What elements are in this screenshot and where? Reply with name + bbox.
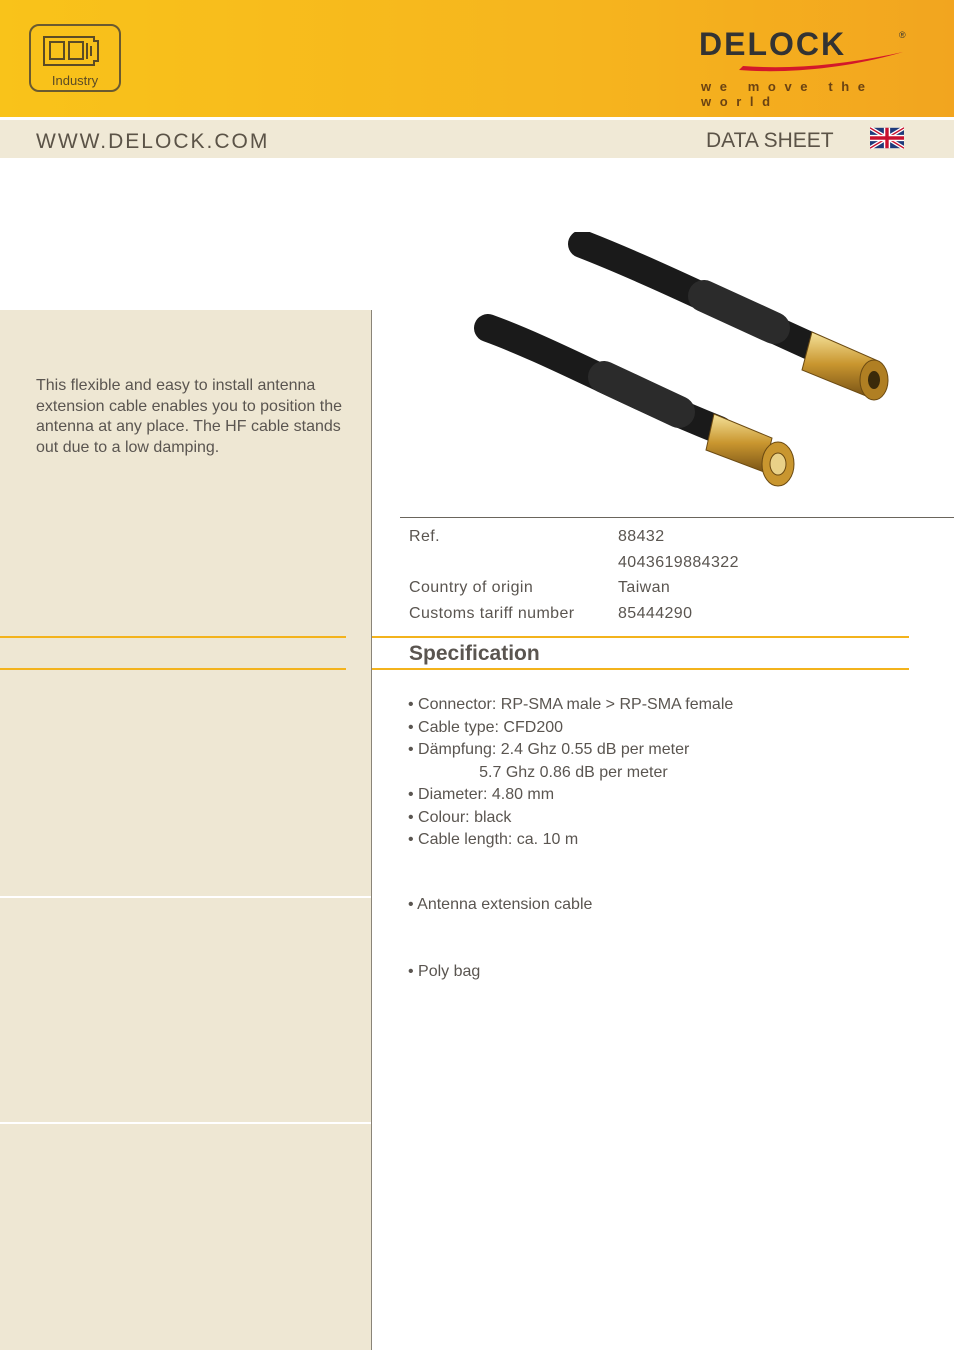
logo-swoosh-icon <box>699 50 909 76</box>
info-value: Taiwan <box>618 579 671 597</box>
sidebar-separator <box>0 896 371 898</box>
list-item: • Colour: black <box>408 808 512 826</box>
delock-logo <box>699 26 909 109</box>
info-value: 85444290 <box>618 605 693 623</box>
registered-mark: ® <box>899 30 906 40</box>
spec-heading: Specification <box>409 642 540 665</box>
table-row <box>409 601 739 627</box>
industry-label: Industry <box>51 73 99 88</box>
site-bar <box>0 120 954 158</box>
info-label: Ref. <box>409 527 440 545</box>
list-item: • Dämpfung: 2.4 Ghz 0.55 dB per meter <box>408 741 690 758</box>
info-label: Country of origin <box>409 579 534 597</box>
product-photo <box>474 232 914 512</box>
package-content: • Poly bag <box>408 963 481 980</box>
system-requirements: • Antenna extension cable <box>408 896 593 913</box>
table-row <box>409 550 739 576</box>
product-card-icon <box>43 34 109 68</box>
list-item: • Diameter: 4.80 mm <box>408 786 555 803</box>
info-value: 88432 <box>618 527 665 545</box>
website-url[interactable]: WWW.DELOCK.COM <box>36 130 270 153</box>
industry-badge <box>29 24 121 92</box>
logo-tagline: we move the world <box>701 79 874 109</box>
sidebar-divider-bottom <box>0 668 346 670</box>
doc-type-label: DATA SHEET <box>706 129 834 152</box>
list-item: • Cable type: CFD200 <box>408 718 564 736</box>
info-label <box>409 550 618 576</box>
uk-flag-icon[interactable] <box>870 127 904 149</box>
spec-divider-bottom <box>372 668 909 670</box>
spec-list <box>408 694 733 852</box>
product-info-table <box>409 524 739 627</box>
info-rule <box>400 517 954 518</box>
list-item: 5.7 Ghz 0.86 dB per meter <box>408 763 668 781</box>
table-row <box>409 524 739 550</box>
list-item: • Cable length: ca. 10 m <box>408 831 579 848</box>
sidebar-panel <box>0 310 372 1350</box>
table-row <box>409 576 739 602</box>
info-label: Customs tariff number <box>409 605 575 623</box>
product-description: This flexible and easy to install antenna extension cable enables you to position the antenna at any place. The HF cable stands out due to a low damping. <box>36 377 342 456</box>
sidebar-divider-top <box>0 636 346 638</box>
header-banner <box>0 0 954 117</box>
info-value: 4043619884322 <box>618 553 739 571</box>
list-item: • Connector: RP-SMA male > RP-SMA female <box>408 696 734 713</box>
sidebar-separator <box>0 1122 371 1124</box>
spec-divider-top <box>372 636 909 638</box>
logo-wordmark: DELOCK <box>699 26 847 62</box>
